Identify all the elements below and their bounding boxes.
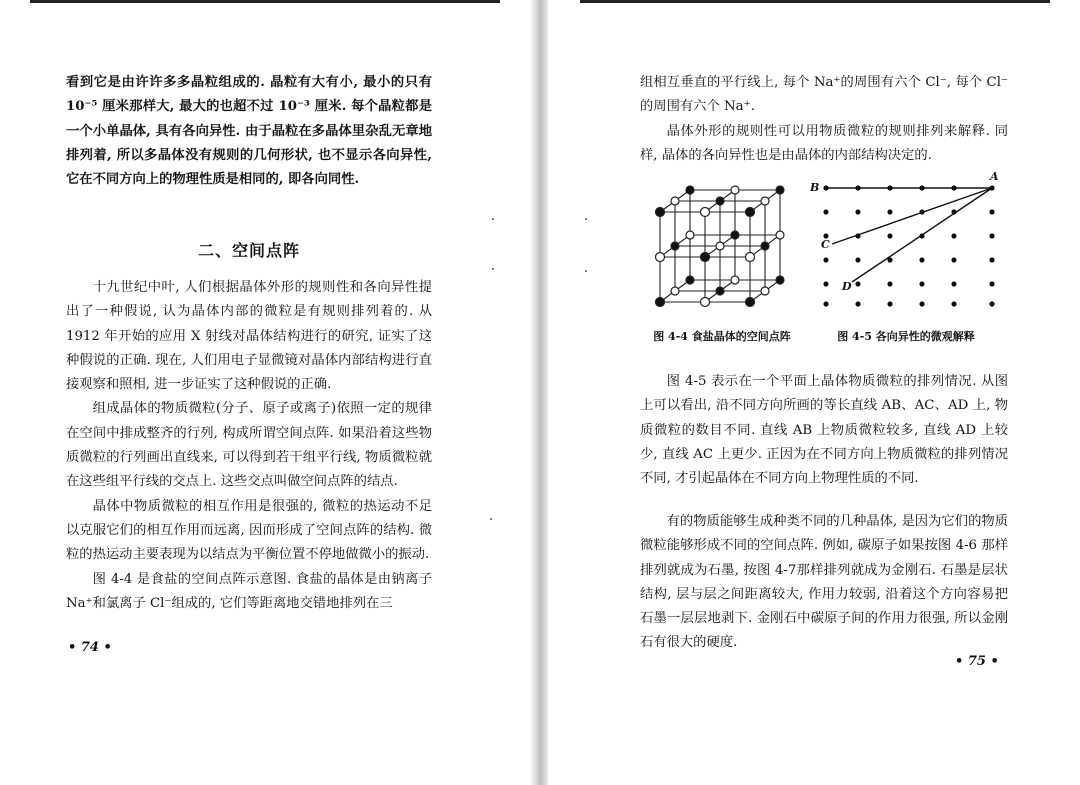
figure-4-4-caption: 图 4-4 食盐晶体的空间点阵 [653, 330, 791, 343]
figure-4-5-anisotropy [808, 170, 1008, 315]
section-heading: 二、空间点阵 [197, 241, 300, 260]
paragraph-hypothesis: 十九世纪中叶, 人们根据晶体外形的规则性和各向异性提出了一种假说, 认为晶体内部的微粒是有规则排列着的. 从 1912 年开始的应用 X 射线对晶体结构进行的研究, 证实了这种假说的正确. 现在, 人们用电子显微镜对晶体内部结构进行直接观察和照相, 进一步证实了这种假说的正确. [66, 280, 432, 393]
paragraph-salt-lattice: 图 4-4 是食盐的空间点阵示意图. 食盐的晶体是由钠离子 Na⁺和氯离子 Cl⁻组成的, 它们等距离地交错地排列在三 [66, 571, 432, 611]
paragraph-space-lattice: 组成晶体的物质微粒(分子、原子或离子)依照一定的规律在空间中排成整齐的行列, 构成所谓空间点阵. 如果沿着这些物质微粒的行列画出直线来, 可以得到若干组平行线, 物质微粒就在这些组平行线的交点上. 这些交点叫做空间点阵的结点. [66, 401, 432, 490]
line-ac [832, 188, 992, 244]
label-a: A [990, 170, 999, 183]
right-middle-text [640, 370, 1008, 491]
label-b: B [810, 181, 820, 194]
label-d: D [842, 280, 852, 293]
scan-speck [585, 218, 587, 220]
paragraph-thermal-motion: 晶体中物质微粒的相互作用是很强的, 微粒的热运动不足以克服它们的相互作用而远离, 因而形成了空间点阵的结构. 微粒的热运动主要表现为以结点为平衡位置不停地做微小的振动. [66, 498, 432, 563]
left-page-number: • 74 • [68, 640, 112, 655]
scan-speck [585, 270, 587, 272]
paragraph-explanation: 晶体外形的规则性可以用物质微粒的规则排列来解释. 同样, 晶体的各向异性也是由晶体的内部结构决定的. [640, 123, 1008, 163]
right-page-number: • 75 • [955, 654, 999, 669]
paragraph-continued: 组相互垂直的平行线上, 每个 Na⁺的周围有六个 Cl⁻, 每个 Cl⁻的周围有六个 Na⁺. [640, 75, 1008, 115]
figure-4-4-nacl-lattice [650, 182, 790, 312]
book-gutter [530, 0, 548, 785]
paragraph-anisotropy: 图 4-5 表示在一个平面上晶体物质微粒的排列情况. 从图上可以看出, 沿不同方向所画的等长直线 AB、AC、AD 上, 物质微粒的数目不同. 直线 AB 上物质微粒较多, 直线 AD 上较少, 直线 AC 上更少. 正因为在不同方向上物质微粒的排列情况不同, 才引起晶体在不同方向上物理性质的不同. [640, 374, 1008, 487]
right-bottom-text [640, 510, 1008, 656]
paragraph-allotropes: 有的物质能够生成种类不同的几种晶体, 是因为它们的物质微粒能够形成不同的空间点阵. 例如, 碳原子如果按图 4-6 那样排列就成为石墨, 按图 4-7那样排列就成为金刚石. 石墨是层状结构, 层与层之间距离较大, 作用力较弱, 沿着这个方向容易把石墨一层层地剥下. 金刚石中碳原子间的作用力很强, 所以金刚石有很大的硬度. [640, 514, 1008, 651]
figure-4-5-caption: 图 4-5 各向异性的微观解释 [837, 330, 975, 343]
left-top-rule [30, 0, 500, 3]
scan-speck [490, 518, 492, 520]
right-top-text [640, 71, 1008, 168]
left-body-text [66, 276, 432, 616]
line-ad [852, 188, 992, 282]
right-top-rule [580, 0, 1050, 3]
scan-speck [492, 218, 494, 220]
scan-speck [492, 268, 494, 270]
left-intro-paragraph [66, 71, 432, 192]
label-c: C [821, 238, 830, 251]
intro-text: 看到它是由许许多多晶粒组成的. 晶粒有大有小, 最小的只有 10⁻⁵ 厘米那样大, 最大的也超不过 10⁻³ 厘米. 每个晶粒都是一个小单晶体, 具有各向异性. 由于晶粒在多晶体里杂乱无章地排列着, 所以多晶体没有规则的几何形状, 也不显示各向异性, 它在不同方向上的物理性质是相同的, 即各向同性. [66, 75, 432, 188]
